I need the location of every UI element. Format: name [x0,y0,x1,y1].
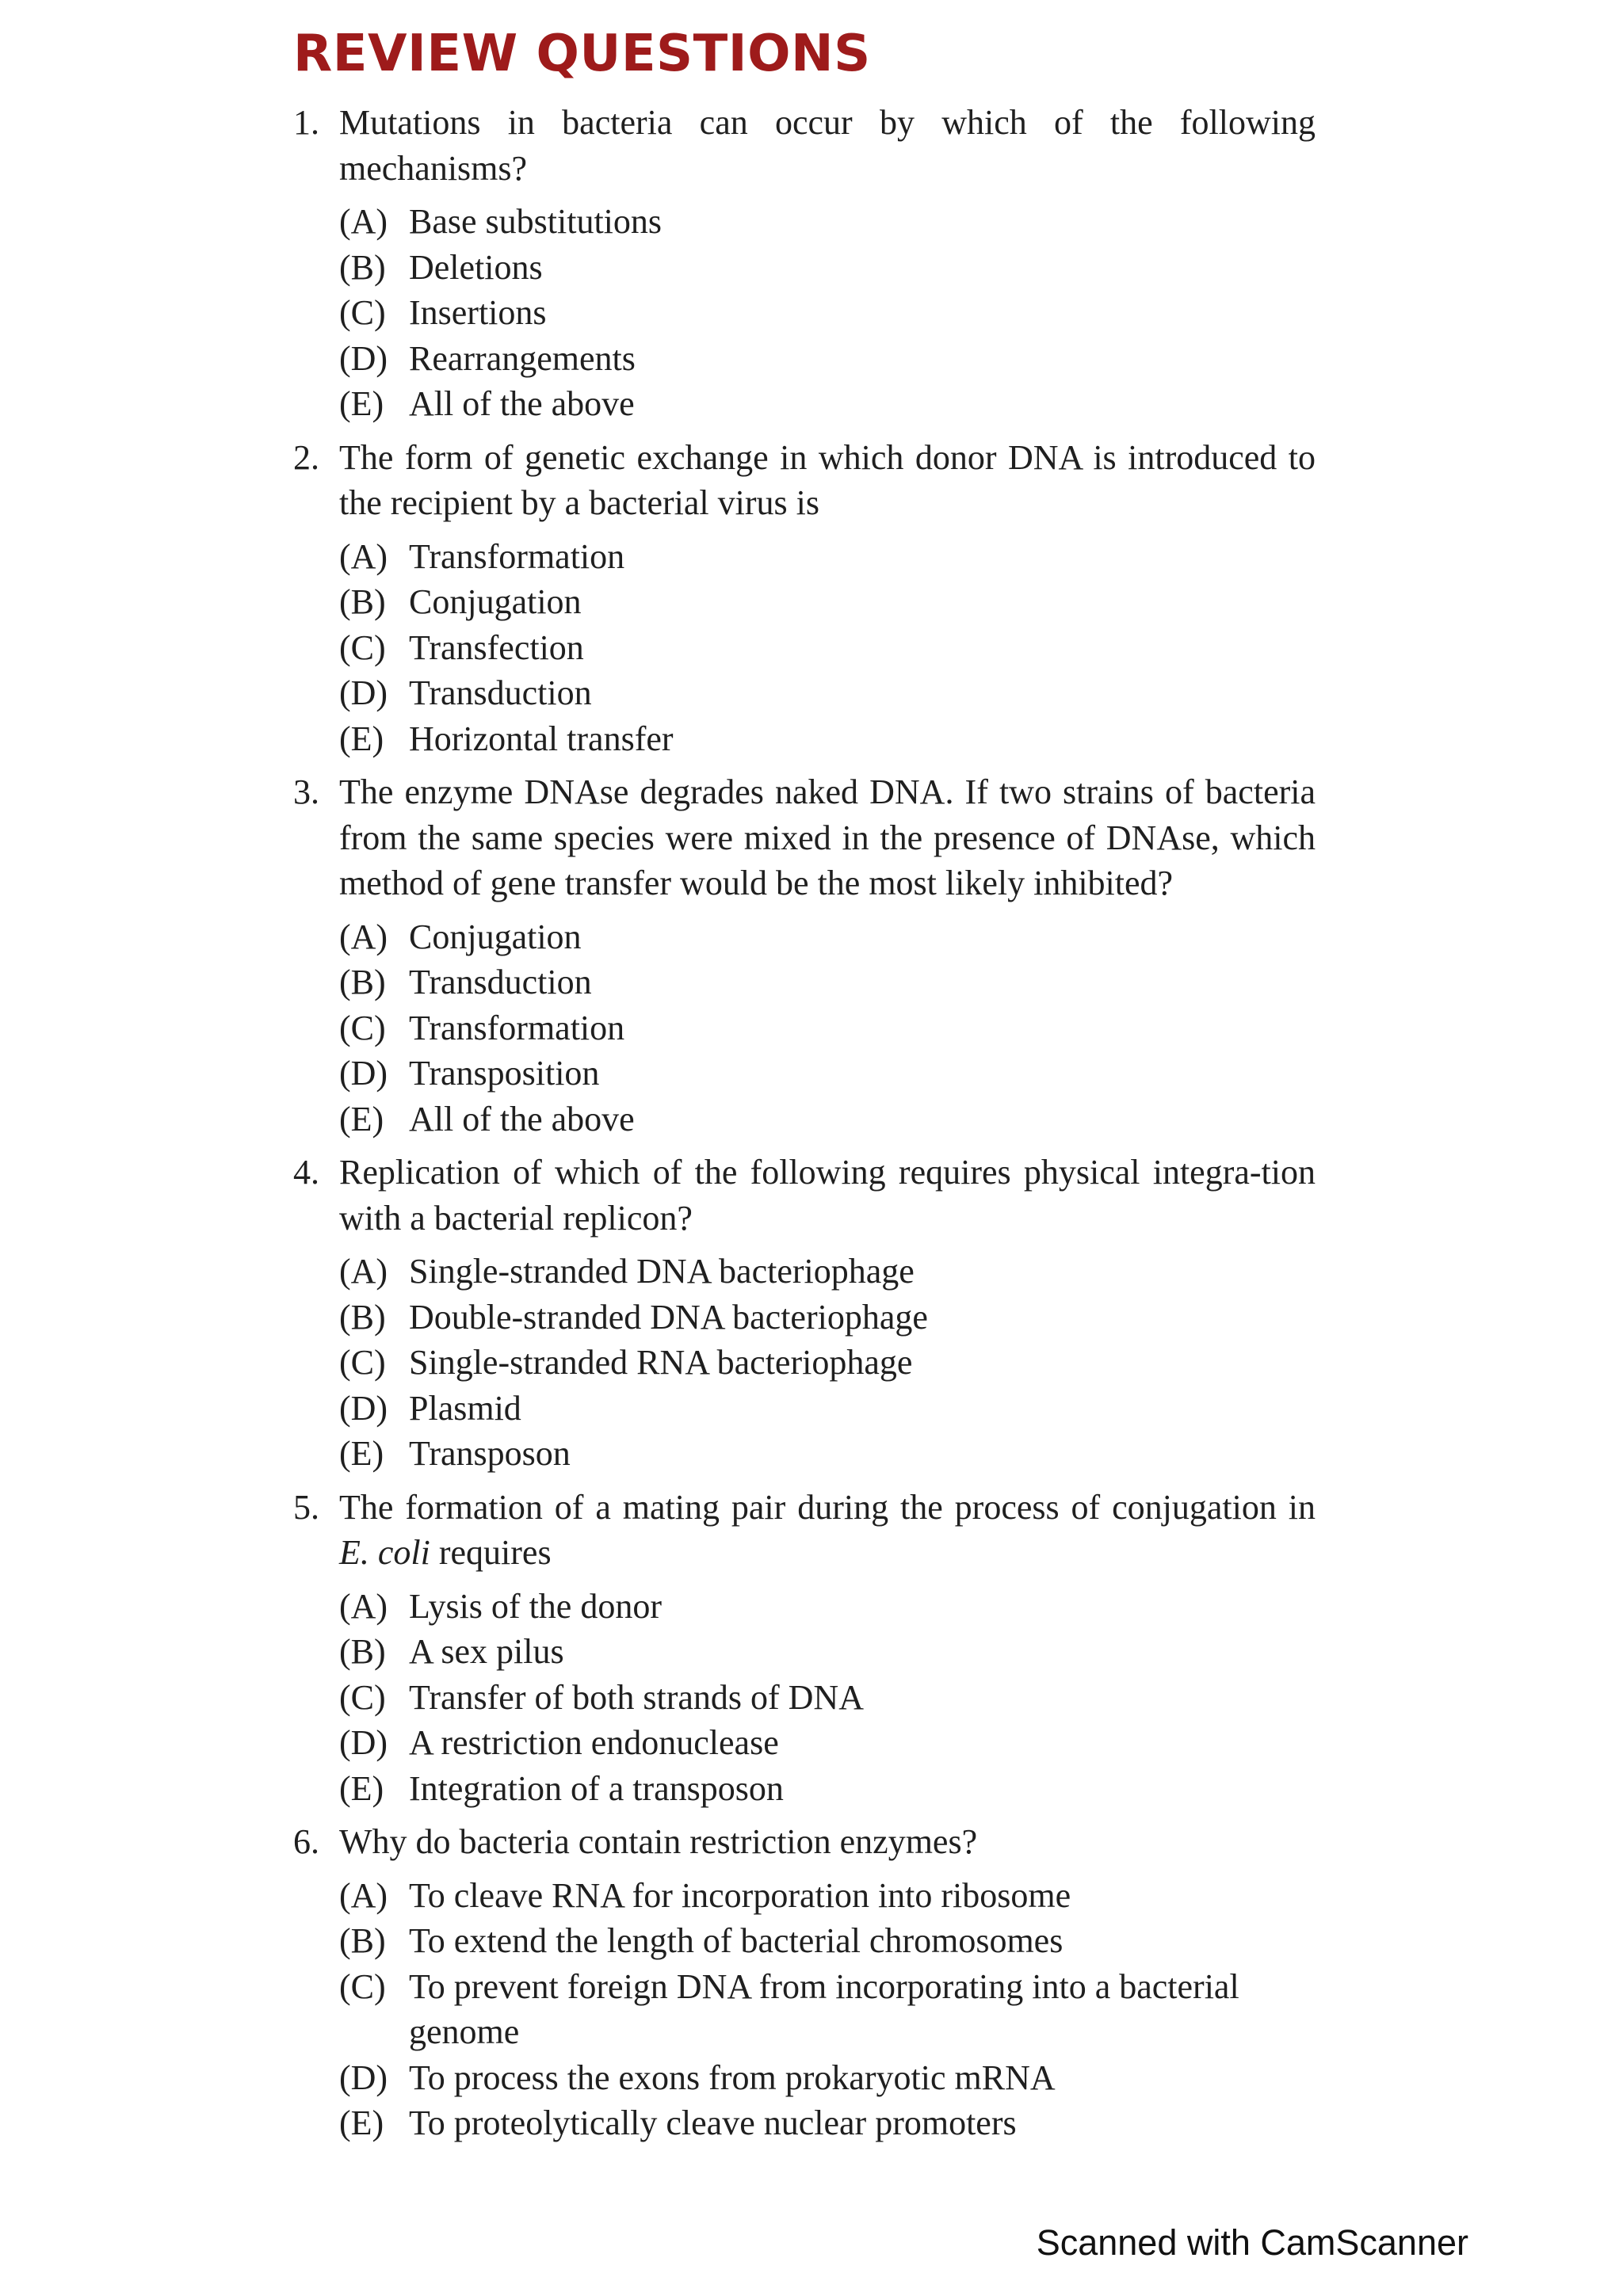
option-text: Lysis of the donor [409,1586,662,1626]
option-letter: (C) [339,1677,386,1717]
question-3 [293,769,1316,1142]
option-d [339,1720,1316,1766]
option-list [293,199,1316,427]
question-4 [293,1150,1316,1477]
option-d [339,1051,1316,1097]
question-stem [293,1150,1316,1241]
option-c [339,1964,1316,2055]
option-list [293,1584,1316,1812]
option-c [339,1005,1316,1051]
option-letter: (B) [339,1921,386,1960]
option-text: Plasmid [409,1388,521,1428]
option-text: All of the above [409,1099,635,1138]
option-letter: (E) [339,1099,384,1138]
option-letter: (B) [339,963,386,1001]
option-letter: (C) [339,627,386,667]
option-letter: (E) [339,719,384,758]
option-b [339,1629,1316,1675]
option-text: Transformation [409,1008,625,1047]
option-letter: (D) [339,1388,388,1428]
question-text: Replication of which of the following requires physical integra-tion with a bacterial replicon? [339,1153,1316,1238]
question-number: 3. [293,772,319,811]
question-stem [293,435,1316,526]
option-a [339,1584,1316,1630]
option-d [339,1386,1316,1432]
option-c [339,1340,1316,1386]
question-text-part: requires [430,1533,552,1572]
question-6 [293,1819,1316,2146]
question-2 [293,435,1316,762]
option-d [339,336,1316,382]
option-text: All of the above [409,384,635,423]
option-letter: (E) [339,2103,384,2142]
option-b [339,245,1316,291]
question-5 [293,1485,1316,1812]
question-text [339,1485,1316,1576]
option-letter: (E) [339,1434,384,1473]
option-text: Transduction [409,673,592,712]
option-text: A sex pilus [409,1632,564,1671]
question-number: 2. [293,437,319,477]
option-text: Conjugation [409,917,582,956]
option-c [339,625,1316,671]
option-text: A restriction endonuclease [409,1723,779,1762]
option-text: Double-stranded DNA bacteriophage [409,1297,928,1337]
option-text: Rearrangements [409,338,636,378]
option-d [339,670,1316,716]
question-number: 4. [293,1153,319,1192]
option-letter: (B) [339,582,386,621]
option-text: Transduction [409,963,592,1001]
option-letter: (E) [339,1768,384,1808]
option-text: To process the exons from prokaryotic mRNA [409,2058,1056,2097]
question-text: Why do bacteria contain restriction enzymes? [339,1822,978,1861]
question-stem [293,1485,1316,1576]
option-text: Deletions [409,247,543,287]
option-letter: (D) [339,338,388,378]
option-text: To cleave RNA for incorporation into ribosome [409,1875,1071,1915]
option-c [339,290,1316,336]
question-stem [293,100,1316,191]
option-text: Transposition [409,1054,600,1093]
option-text: Transposon [409,1434,571,1473]
option-text: To prevent foreign DNA from incorporating into a bacterial genome [409,1966,1239,2051]
option-letter: (D) [339,1054,388,1093]
option-letter: (E) [339,384,384,423]
option-d [339,2055,1316,2101]
option-letter: (C) [339,1008,386,1047]
option-letter: (C) [339,293,386,332]
option-text: Integration of a transposon [409,1768,784,1808]
option-e [339,2100,1316,2146]
option-letter: (C) [339,1343,386,1382]
option-letter: (B) [339,1632,386,1671]
option-letter: (D) [339,673,388,712]
option-b [339,1918,1316,1964]
option-b [339,959,1316,1005]
question-number: 1. [293,103,319,142]
option-text: Single-stranded RNA bacteriophage [409,1343,913,1382]
option-letter: (C) [339,1966,386,2006]
option-text: Transfection [409,627,584,667]
question-text: Mutations in bacteria can occur by which of the following mechanisms? [339,103,1316,188]
option-letter: (A) [339,1875,388,1915]
option-text: Transfer of both strands of DNA [409,1677,864,1717]
option-e [339,1097,1316,1142]
option-text: Base substitutions [409,202,663,241]
option-text: Insertions [409,293,547,332]
option-a [339,534,1316,580]
option-letter: (B) [339,247,386,287]
option-letter: (B) [339,1297,386,1337]
option-a [339,914,1316,960]
option-letter: (A) [339,1586,388,1626]
scanner-watermark: Scanned with CamScanner [1036,2222,1468,2263]
option-letter: (D) [339,2058,388,2097]
option-e [339,381,1316,427]
option-list [293,914,1316,1142]
option-text: Conjugation [409,582,582,621]
option-text: To extend the length of bacterial chromosomes [409,1921,1064,1960]
organism-name: E. coli [339,1533,430,1572]
question-stem [293,769,1316,906]
option-e [339,1431,1316,1477]
option-list [293,1873,1316,2146]
option-b [339,1295,1316,1341]
option-text: Transformation [409,536,625,576]
option-e [339,1766,1316,1812]
option-list [293,1249,1316,1477]
option-letter: (A) [339,536,388,576]
review-questions-page [293,22,1316,2154]
question-text: The form of genetic exchange in which donor DNA is introduced to the recipient by a bacterial virus is [339,437,1316,522]
option-a [339,199,1316,245]
page-title: REVIEW QUESTIONS [293,25,871,83]
question-text-part: The formation of a mating pair during the process of conjugation in [339,1487,1316,1527]
question-stem [293,1819,1316,1865]
question-1 [293,100,1316,427]
option-letter: (A) [339,202,388,241]
option-c [339,1675,1316,1721]
option-letter: (D) [339,1723,388,1762]
option-e [339,716,1316,762]
option-text: Single-stranded DNA bacteriophage [409,1252,915,1291]
option-letter: (A) [339,917,388,956]
question-number: 6. [293,1822,319,1861]
option-a [339,1249,1316,1295]
option-text: To proteolytically cleave nuclear promoters [409,2103,1017,2142]
option-list [293,534,1316,762]
option-b [339,579,1316,625]
option-letter: (A) [339,1252,388,1291]
option-text: Horizontal transfer [409,719,674,758]
question-text: The enzyme DNAse degrades naked DNA. If two strains of bacteria from the same species were mixed in the presence of DNAse, which method of gene transfer would be the most likely inhibited? [339,772,1316,902]
option-a [339,1873,1316,1919]
question-number: 5. [293,1487,319,1527]
